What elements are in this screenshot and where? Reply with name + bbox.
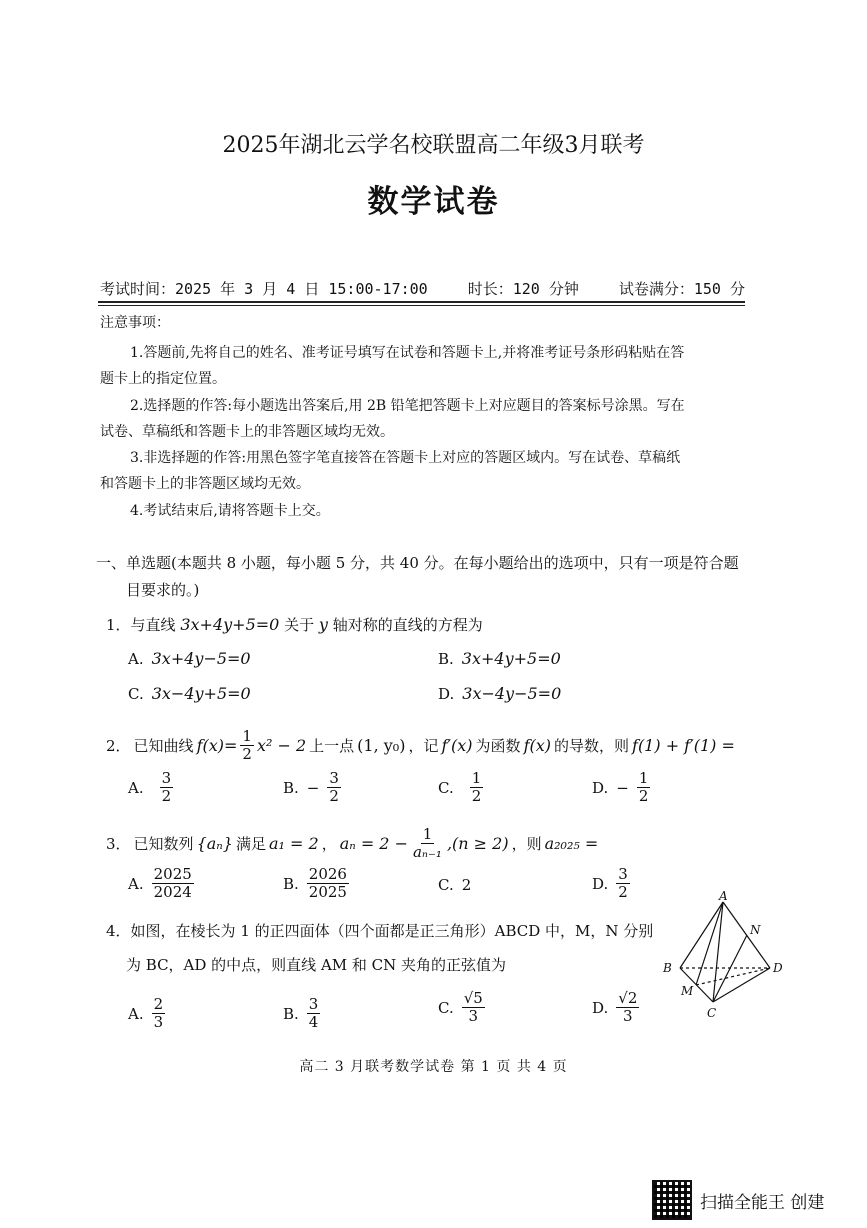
fraction-numerator: √5	[463, 989, 483, 1007]
notice-line: 1.答题前,先将自己的姓名、准考证号填写在试卷和答题卡上,并将准考证号条形码粘贴在答	[130, 345, 685, 361]
question-number: 3．	[106, 835, 131, 854]
notice-heading: 注意事项：	[100, 315, 170, 331]
page-footer: 高二 3 月联考数学试卷 第 1 页 共 4 页	[299, 1059, 568, 1075]
label-n: N	[750, 923, 761, 937]
question-text: 上一点	[309, 737, 355, 756]
option-b	[283, 996, 320, 1032]
option-label: B.	[283, 1004, 299, 1023]
fraction	[307, 866, 349, 902]
exam-full-score: 试卷满分：150 分	[618, 280, 745, 298]
math-expr: 3x+4y+5=0	[180, 615, 280, 634]
option-text: 2	[461, 876, 472, 894]
tetrahedron-figure	[655, 890, 790, 1020]
header-rule-thick	[98, 301, 745, 303]
option-a	[128, 649, 251, 668]
section-heading: 一、单选题(本题共 8 小题，每小题 5 分，共 40 分。在每小题给出的选项中，只有一项是符合题	[96, 554, 739, 572]
option-text: 3x+4y−5=0	[151, 649, 251, 668]
math-expr: (1, y₀)	[357, 736, 406, 756]
fraction	[616, 990, 639, 1026]
option-a	[128, 996, 165, 1032]
fraction-numerator: 2026	[308, 865, 347, 883]
fraction-numerator: 3	[618, 865, 628, 883]
option-d	[592, 990, 639, 1026]
math-expr: aₙ = 2 −	[339, 834, 408, 854]
option-label: A.	[128, 649, 144, 668]
math-expr: a₁ = 2	[268, 834, 319, 854]
question-text: 为函数	[475, 737, 521, 756]
fraction-numerator: 1	[242, 727, 252, 745]
notice-line: 3.非选择题的作答:用黑色签字笔直接答在答题卡上对应的答题区域内。写在试卷、草稿纸	[130, 450, 681, 466]
question-text: 满足	[235, 835, 266, 854]
fraction-denominator: 2	[638, 787, 649, 806]
fraction-denominator: 3	[468, 1007, 479, 1026]
fraction-denominator: 3	[623, 1007, 633, 1026]
notice-line: 试卷、草稿纸和答题卡上的非答题区域均无效。	[100, 424, 394, 440]
question-text: ，	[321, 835, 337, 854]
segment-md-hidden	[696, 968, 770, 985]
fraction-numerator: 3	[329, 769, 339, 787]
label-a: A	[719, 890, 728, 903]
math-expr: f(1) + f′(1) =	[632, 736, 735, 756]
question-4	[106, 920, 653, 941]
option-label: D.	[592, 874, 609, 893]
question-text: 与直线	[130, 616, 176, 634]
fraction-numerator: 2	[153, 995, 164, 1013]
question-text: 如图，在棱长为 1 的正四面体（四个面都是正三角形）ABCD 中，M，N 分别	[130, 922, 654, 940]
option-c	[438, 770, 483, 806]
question-number: 2．	[106, 737, 131, 756]
option-sign: −	[616, 778, 629, 797]
question-text: ，记	[408, 737, 439, 756]
label-d: D	[773, 961, 783, 975]
question-text: 关于	[284, 616, 315, 634]
option-a	[128, 866, 194, 902]
fraction	[160, 770, 174, 806]
label-m: M	[681, 984, 694, 998]
fraction-denominator: aₙ₋₁	[412, 843, 442, 862]
option-label: C.	[438, 778, 454, 797]
math-var: y	[318, 615, 328, 634]
fraction	[240, 728, 254, 764]
option-sign: −	[306, 778, 320, 797]
fraction-denominator: 2	[329, 787, 339, 806]
fraction-numerator: √2	[618, 989, 638, 1007]
exam-title: 2025年湖北云学名校联盟高二年级3月联考	[222, 133, 645, 158]
option-label: D.	[592, 998, 609, 1017]
math-expr: f(x)	[523, 736, 551, 756]
fraction	[616, 866, 630, 902]
option-c	[438, 990, 485, 1026]
fraction-denominator: 2025	[308, 883, 347, 902]
option-label: A.	[128, 1004, 144, 1023]
math-expr: a₂₀₂₅ =	[544, 834, 599, 854]
fraction-denominator: 2	[161, 787, 172, 806]
fraction	[637, 770, 651, 806]
question-number: 4．	[106, 922, 131, 940]
scanner-watermark	[652, 1180, 824, 1220]
question-1	[106, 614, 483, 635]
scanner-text: 扫描全能王 创建	[700, 1192, 825, 1213]
fraction-denominator: 2	[618, 883, 628, 902]
subject-title: 数学试卷	[367, 184, 500, 220]
option-b	[283, 866, 349, 902]
fraction-denominator: 2	[471, 787, 482, 806]
fraction	[152, 996, 166, 1032]
question-2	[106, 728, 735, 764]
option-c	[128, 684, 251, 703]
section-heading-cont: 目要求的。)	[126, 581, 200, 599]
option-a	[128, 770, 173, 806]
fraction-numerator: 3	[308, 995, 319, 1013]
fraction-numerator: 1	[471, 769, 482, 787]
fraction	[470, 770, 484, 806]
question-text: ，则	[511, 835, 542, 854]
exam-time: 考试时间：2025 年 3 月 4 日 15:00-17:00	[100, 280, 428, 298]
math-expr: {aₙ}	[196, 834, 233, 854]
option-label: B.	[283, 778, 299, 797]
option-d	[438, 684, 561, 703]
option-text: 3x−4y+5=0	[151, 684, 251, 703]
option-label: C.	[438, 998, 454, 1017]
edge-ab	[680, 902, 723, 968]
option-label: B.	[283, 874, 299, 893]
fraction-numerator: 1	[638, 769, 649, 787]
notice-line: 题卡上的指定位置。	[100, 371, 226, 387]
question-4-cont: 为 BC，AD 的中点，则直线 AM 和 CN 夹角的正弦值为	[126, 956, 507, 974]
question-3	[106, 826, 598, 862]
notice-line: 和答题卡上的非答题区域均无效。	[100, 476, 310, 492]
fraction	[307, 996, 321, 1032]
fraction	[327, 770, 341, 806]
option-c	[438, 876, 471, 894]
fraction	[411, 826, 444, 862]
fraction-numerator: 3	[161, 769, 172, 787]
question-text: 已知曲线	[133, 737, 194, 756]
label-b: B	[663, 961, 672, 975]
math-expr: f(x)=	[196, 736, 238, 756]
qr-code-icon	[652, 1180, 692, 1220]
option-label: D.	[438, 684, 455, 703]
option-text: 3x−4y−5=0	[462, 684, 562, 703]
exam-info-row	[100, 278, 745, 299]
header-rule-thin	[98, 305, 745, 306]
option-text: 3x+4y+5=0	[461, 649, 561, 668]
fraction-denominator: 4	[308, 1013, 319, 1032]
question-text: 的导数，则	[554, 737, 630, 756]
fraction-denominator: 2	[242, 745, 252, 764]
question-text: 已知数列	[133, 835, 194, 854]
label-c: C	[707, 1006, 717, 1020]
exam-duration: 时长：120 分钟	[467, 280, 579, 298]
option-label: A.	[128, 874, 144, 893]
fraction	[152, 866, 194, 902]
option-label: B.	[438, 649, 454, 668]
option-d	[592, 866, 630, 902]
question-number: 1．	[106, 616, 131, 634]
notice-line: 2.选择题的作答:每小题选出答案后,用 2B 铅笔把答题卡上对应题目的答案标号涂黑。写在	[130, 398, 685, 414]
option-d	[592, 770, 650, 806]
math-expr: f′(x)	[441, 736, 473, 756]
notice-line: 4.考试结束后,请将答题卡上交。	[130, 503, 330, 519]
fraction-numerator: 2025	[153, 865, 192, 883]
math-expr: ,(n ≥ 2)	[446, 834, 509, 854]
option-label: C.	[128, 684, 144, 703]
question-text: 轴对称的直线的方程为	[332, 616, 483, 634]
math-expr: x² − 2	[256, 736, 307, 756]
option-label: C.	[438, 876, 454, 894]
option-label: A.	[128, 778, 144, 797]
fraction-denominator: 3	[153, 1013, 164, 1032]
fraction	[462, 990, 485, 1026]
option-b	[438, 649, 561, 668]
fraction-denominator: 2024	[153, 883, 192, 902]
option-label: D.	[592, 778, 609, 797]
fraction-numerator: 1	[422, 825, 433, 843]
option-b	[283, 770, 341, 806]
